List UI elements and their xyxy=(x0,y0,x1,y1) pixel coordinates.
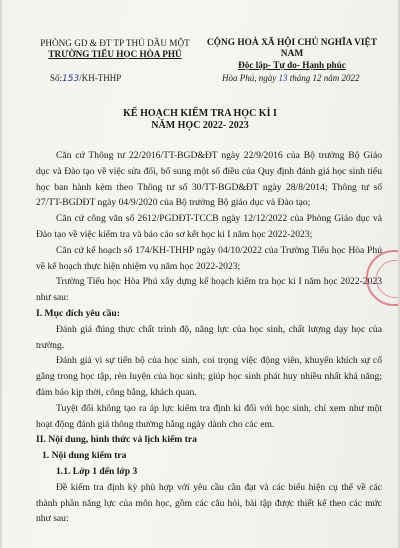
heading-section-1: I. Mục đích yêu cầu: xyxy=(36,307,120,319)
paragraph-intro: Trường Tiểu học Hòa Phú xây dựng kế hoạch kiểm tra học kì I năm học 2022-2023 như sau: xyxy=(36,276,382,304)
paragraph-test-content: Đề kiểm tra định kỳ phù hợp với yêu cầu cần đạt và các biểu hiện cụ thể về các thành phần năng lực của môn học, gồm các câu hỏi, bài tập được thiết kế theo các mức như sau: xyxy=(36,481,382,525)
national-motto xyxy=(202,38,382,71)
department-name: PHÒNG GD & ĐT TP THỦ DẦU MỘT xyxy=(40,38,190,48)
title-line-1: KẾ HOẠCH KIỂM TRA HỌC KÌ I xyxy=(123,108,277,119)
issuing-organization xyxy=(30,38,200,60)
paragraph-purpose-2: Đánh giá vì sự tiến bộ của học sinh, coi trọng việc động viên, khuyến khích sự cố gắng trong học tập, rèn luyện của học sinh; giúp học sinh phát huy nhiều nhất khả năng; đảm bảo kịp thời, công bằng, khách quan. xyxy=(36,355,382,398)
heading-subsection-2-1-1: 1.1. Lớp 1 đến lớp 3 xyxy=(56,465,138,477)
paragraph-legal-basis-1: Căn cứ Thông tư 22/2016/TT-BGD&ĐT ngày 22/9/2016 của Bộ trưởng Bộ Giáo dục và Đào tạo về việc sửa đổi, bổ sung một số điều của Quy định đánh giá học sinh tiểu học ban hành kèm theo Thông tư số 30/TT-BGD&ĐT ngày 28/8/2014; Thông tư số 27/TT-BGDĐT ngày 04/9/2020 của Bộ trưởng Bộ giáo dục và Đào tạo; xyxy=(36,150,382,209)
paragraph-purpose-1: Đánh giá đúng thực chất trình độ, năng lực của học sinh, chất lượng dạy học của trường. xyxy=(36,323,382,351)
country-name: CỘNG HOÀ XÃ HỘI CHỦ NGHĨA VIỆT NAM xyxy=(206,38,378,59)
motto: Độc lập- Tự do- Hạnh phúc xyxy=(238,60,346,70)
place-date-prefix: Hòa Phú, ngày xyxy=(222,73,277,83)
document-number xyxy=(50,73,121,84)
place-and-date xyxy=(222,73,360,83)
school-name: TRƯỜNG TIỂU HỌC HÒA PHÚ xyxy=(48,49,182,59)
document-page xyxy=(2,0,398,548)
doc-number-suffix: /KH-THHP xyxy=(79,73,122,83)
paragraph-legal-basis-2: Căn cứ công văn số 2612/PGDĐT-TCCB ngày 12/12/2022 của Phòng Giáo dục và Đào tạo về việc kiểm tra và báo cáo sơ kết học kì I năm học 2022-2023; xyxy=(36,213,382,240)
doc-number-prefix: Số: xyxy=(50,73,63,83)
document-body xyxy=(36,148,382,527)
title-line-2: NĂM HỌC 2022- 2023 xyxy=(151,120,249,131)
doc-number-handwritten: 153 xyxy=(62,74,80,84)
heading-subsection-2-1: 1. Nội dung kiểm tra xyxy=(42,450,127,462)
place-date-suffix: tháng 12 năm 2022 xyxy=(289,73,360,83)
paragraph-legal-basis-3: Căn cứ kế hoạch số 174/KH-THHP ngày 04/10/2022 của Trường Tiểu học Hòa Phú về kế hoạch thực hiện nhiệm vụ năm học 2022-2023; xyxy=(36,244,382,272)
heading-section-2: II. Nội dung, hình thức và lịch kiểm tra xyxy=(36,434,197,446)
paragraph-purpose-3: Tuyệt đối không tạo ra áp lực kiểm tra định kì đối với học sinh, chỉ xem như một hoạt động đánh giá thông thường hằng ngày dành cho các em. xyxy=(36,402,382,430)
stamp-inner-ring xyxy=(376,260,398,298)
document-title xyxy=(2,108,398,132)
date-day-handwritten: 13 xyxy=(278,73,288,83)
